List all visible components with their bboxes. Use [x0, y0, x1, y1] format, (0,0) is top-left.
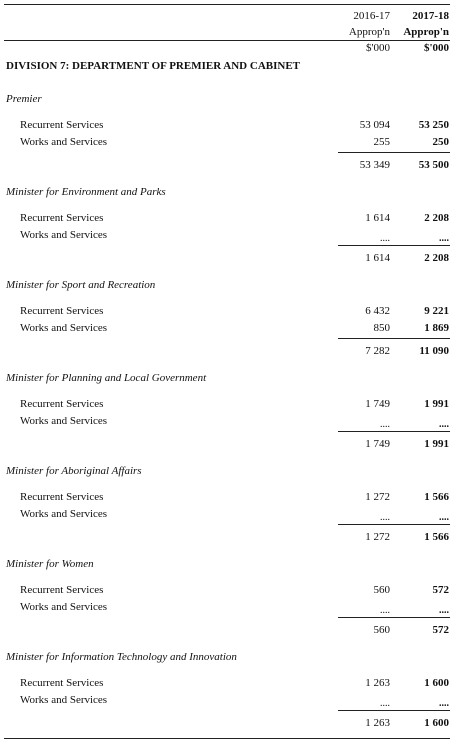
subtotal-rule	[338, 245, 450, 246]
value-2017-18: ....	[439, 698, 449, 709]
row-label: Recurrent Services	[20, 212, 104, 224]
subtotal-rule	[338, 524, 450, 525]
row-label: Works and Services	[20, 601, 108, 613]
value-2016-17: ....	[380, 698, 390, 709]
row-label: Works and Services	[20, 415, 108, 427]
total-2016-17: 1 749	[365, 438, 390, 450]
row-label: Recurrent Services	[20, 491, 104, 503]
value-2016-17: 6 432	[365, 305, 390, 317]
value-2016-17: 1 272	[365, 491, 390, 503]
value-2016-17: ....	[380, 605, 390, 616]
subtotal-rule	[338, 431, 450, 432]
value-2016-17: ....	[380, 419, 390, 430]
top-rule	[4, 4, 450, 5]
col2-year: 2017-18	[412, 10, 449, 22]
value-2017-18: 1 869	[424, 322, 449, 334]
total-2017-18: 11 090	[419, 345, 449, 357]
subtotal-rule	[338, 710, 450, 711]
col1-year: 2016-17	[353, 10, 390, 22]
row-label: Works and Services	[20, 694, 108, 706]
minister-title: Minister for Planning and Local Government	[6, 372, 207, 384]
value-2017-18: 9 221	[424, 305, 449, 317]
total-2017-18: 1 566	[424, 531, 449, 543]
value-2016-17: ....	[380, 512, 390, 523]
subtotal-rule	[338, 338, 450, 339]
total-2016-17: 1 272	[365, 531, 390, 543]
header-rule	[4, 40, 450, 41]
value-2016-17: 1 263	[365, 677, 390, 689]
total-2017-18: 572	[432, 624, 449, 636]
value-2017-18: 53 250	[418, 119, 449, 131]
value-2016-17: 255	[373, 136, 390, 148]
minister-title: Minister for Sport and Recreation	[6, 279, 156, 291]
row-label: Recurrent Services	[20, 584, 104, 596]
row-label: Works and Services	[20, 508, 108, 520]
total-2017-18: 2 208	[424, 252, 449, 264]
subtotal-rule	[338, 152, 450, 153]
total-2017-18: 1 991	[424, 438, 449, 450]
bottom-rule	[4, 738, 450, 739]
col2-unit: $'000	[423, 42, 449, 54]
row-label: Works and Services	[20, 229, 108, 241]
row-label: Recurrent Services	[20, 119, 104, 131]
row-label: Recurrent Services	[20, 677, 104, 689]
minister-title: Minister for Information Technology and Innovation	[6, 651, 237, 663]
row-label: Works and Services	[20, 322, 108, 334]
minister-title: Minister for Aboriginal Affairs	[6, 465, 142, 477]
value-2017-18: ....	[439, 512, 449, 523]
row-label: Works and Services	[20, 136, 108, 148]
minister-title: Premier	[6, 93, 42, 105]
value-2017-18: 250	[432, 136, 449, 148]
total-2017-18: 1 600	[424, 717, 449, 729]
value-2016-17: 1 614	[365, 212, 390, 224]
value-2016-17: 560	[373, 584, 390, 596]
minister-title: Minister for Environment and Parks	[6, 186, 166, 198]
total-2016-17: 1 614	[365, 252, 390, 264]
total-2016-17: 560	[373, 624, 390, 636]
value-2017-18: ....	[439, 419, 449, 430]
row-label: Recurrent Services	[20, 398, 104, 410]
value-2017-18: ....	[439, 233, 449, 244]
minister-title: Minister for Women	[6, 558, 94, 570]
value-2017-18: 1 566	[424, 491, 449, 503]
value-2016-17: 850	[373, 322, 390, 334]
division-title: DIVISION 7: DEPARTMENT OF PREMIER AND CABINET	[6, 60, 300, 72]
row-label: Recurrent Services	[20, 305, 104, 317]
col2-label: Approp'n	[403, 26, 449, 38]
value-2016-17: 1 749	[365, 398, 390, 410]
value-2016-17: 53 094	[359, 119, 390, 131]
col1-unit: $'000	[366, 42, 390, 54]
value-2017-18: 1 991	[424, 398, 449, 410]
total-2017-18: 53 500	[418, 159, 449, 171]
col1-label: Approp'n	[348, 26, 390, 38]
subtotal-rule	[338, 617, 450, 618]
total-2016-17: 1 263	[365, 717, 390, 729]
total-2016-17: 7 282	[365, 345, 390, 357]
value-2017-18: ....	[439, 605, 449, 616]
value-2017-18: 2 208	[424, 212, 449, 224]
value-2016-17: ....	[380, 233, 390, 244]
total-2016-17: 53 349	[359, 159, 390, 171]
value-2017-18: 572	[432, 584, 449, 596]
value-2017-18: 1 600	[424, 677, 449, 689]
